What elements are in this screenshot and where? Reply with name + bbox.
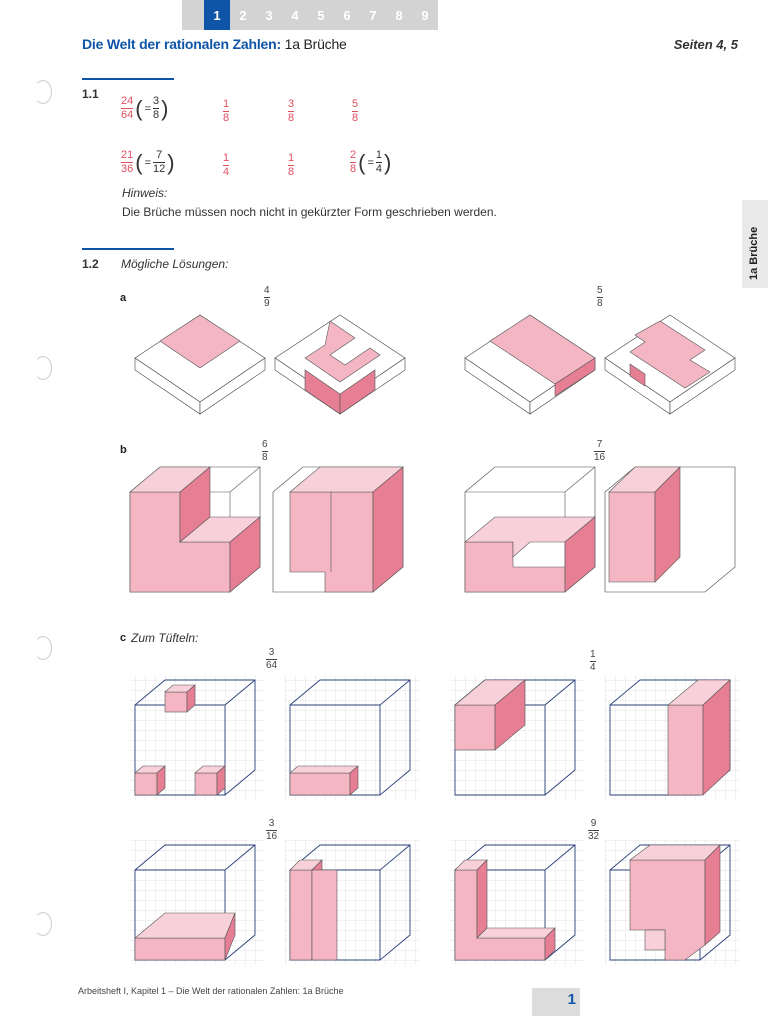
footer-text: Arbeitsheft I, Kapitel 1 – Die Welt der rationalen Zahlen: 1a Brüche (78, 986, 344, 996)
tuefteln-figure-6 (290, 860, 337, 960)
tab-5[interactable]: 5 (308, 0, 334, 30)
part-label: a (120, 292, 127, 304)
chapter-tabs (182, 0, 438, 30)
binder-hole (34, 356, 52, 380)
page-title (82, 36, 347, 52)
cube-figure-3 (465, 467, 595, 592)
binder-hole (34, 636, 52, 660)
tab-spacer (182, 0, 204, 30)
side-tab-label: 1a Brüche (748, 226, 760, 280)
page-number: 1 (567, 991, 576, 1008)
slab-figure-3 (465, 315, 595, 414)
answer-fraction: 1 4 (223, 152, 230, 178)
cube-figures-b (125, 462, 740, 602)
simplified-fraction: $\frac{1}{4}$ (375, 149, 383, 175)
figure-fraction: 4 9 (264, 285, 270, 309)
part-label: b (120, 444, 127, 456)
hint-title: Hinweis: (122, 186, 168, 200)
answer-fraction: $\frac{24}{64}$ (121, 95, 134, 121)
slab-figures (130, 310, 740, 420)
section-number: 1.1 (82, 87, 99, 101)
section-intro: Mögliche Lösungen: (121, 257, 229, 271)
section-rule (82, 248, 174, 250)
answer-fraction: 1 8 (223, 98, 230, 124)
tuefteln-figure-2 (290, 766, 358, 795)
cube-figure-4 (605, 467, 735, 592)
tab-8[interactable]: 8 (386, 0, 412, 30)
side-tab (742, 200, 768, 288)
answer-fraction: 3 8 (288, 98, 295, 124)
slab-figure-2 (275, 315, 405, 414)
cube-figure-1 (130, 467, 260, 592)
section-number: 1.2 (82, 257, 99, 271)
answer-fraction-group: $\frac{21}{36}$ ( = $\frac{7}{12}$ ) (121, 149, 175, 175)
slab-figure-1 (135, 315, 265, 414)
figure-fraction: 3 64 (266, 647, 278, 671)
answer-fraction: 5 8 (352, 98, 359, 124)
figure-fraction: 9 32 (588, 818, 600, 842)
answer-fraction-group: $\frac{2}{8}$ ( = $\frac{1}{4}$ ) (350, 149, 392, 175)
figure-fraction: 1 4 (590, 649, 596, 673)
binder-hole (34, 912, 52, 936)
page-reference: Seiten 4, 5 (673, 37, 738, 52)
page-number-box (532, 988, 580, 1016)
tab-1[interactable]: 1 (204, 0, 230, 30)
part-c-title: Zum Tüfteln: (131, 631, 199, 645)
title-section: 1a Brüche (284, 36, 347, 52)
tab-4[interactable]: 4 (282, 0, 308, 30)
figure-fraction: 5 8 (597, 285, 603, 309)
answer-fraction-group: $\frac{24}{64}$ ( = $\frac{3}{8}$ ) (121, 95, 169, 121)
tab-9[interactable]: 9 (412, 0, 438, 30)
slab-figure-4 (605, 315, 735, 414)
tuefteln-figure-4 (668, 680, 730, 795)
figure-fraction: 6 8 (262, 439, 268, 463)
tab-7[interactable]: 7 (360, 0, 386, 30)
title-chapter: Die Welt der rationalen Zahlen: (82, 36, 281, 52)
tab-6[interactable]: 6 (334, 0, 360, 30)
cube-figures-c (125, 670, 740, 970)
answer-fraction: $\frac{2}{8}$ (350, 149, 357, 175)
tab-2[interactable]: 2 (230, 0, 256, 30)
cube-figure-2 (273, 467, 403, 592)
answer-fraction: 1 8 (288, 152, 295, 178)
figure-fraction: 7 16 (594, 439, 606, 463)
section-rule (82, 78, 174, 80)
figure-fraction: 3 16 (266, 818, 278, 842)
tab-3[interactable]: 3 (256, 0, 282, 30)
answer-fraction: $\frac{21}{36}$ (121, 149, 134, 175)
binder-hole (34, 80, 52, 104)
hint-text: Die Brüche müssen noch nicht in gekürzter Form geschrieben werden. (122, 205, 497, 219)
simplified-fraction: $\frac{7}{12}$ (153, 149, 166, 175)
part-label: c (120, 632, 127, 644)
simplified-fraction: $\frac{3}{8}$ (153, 95, 160, 121)
